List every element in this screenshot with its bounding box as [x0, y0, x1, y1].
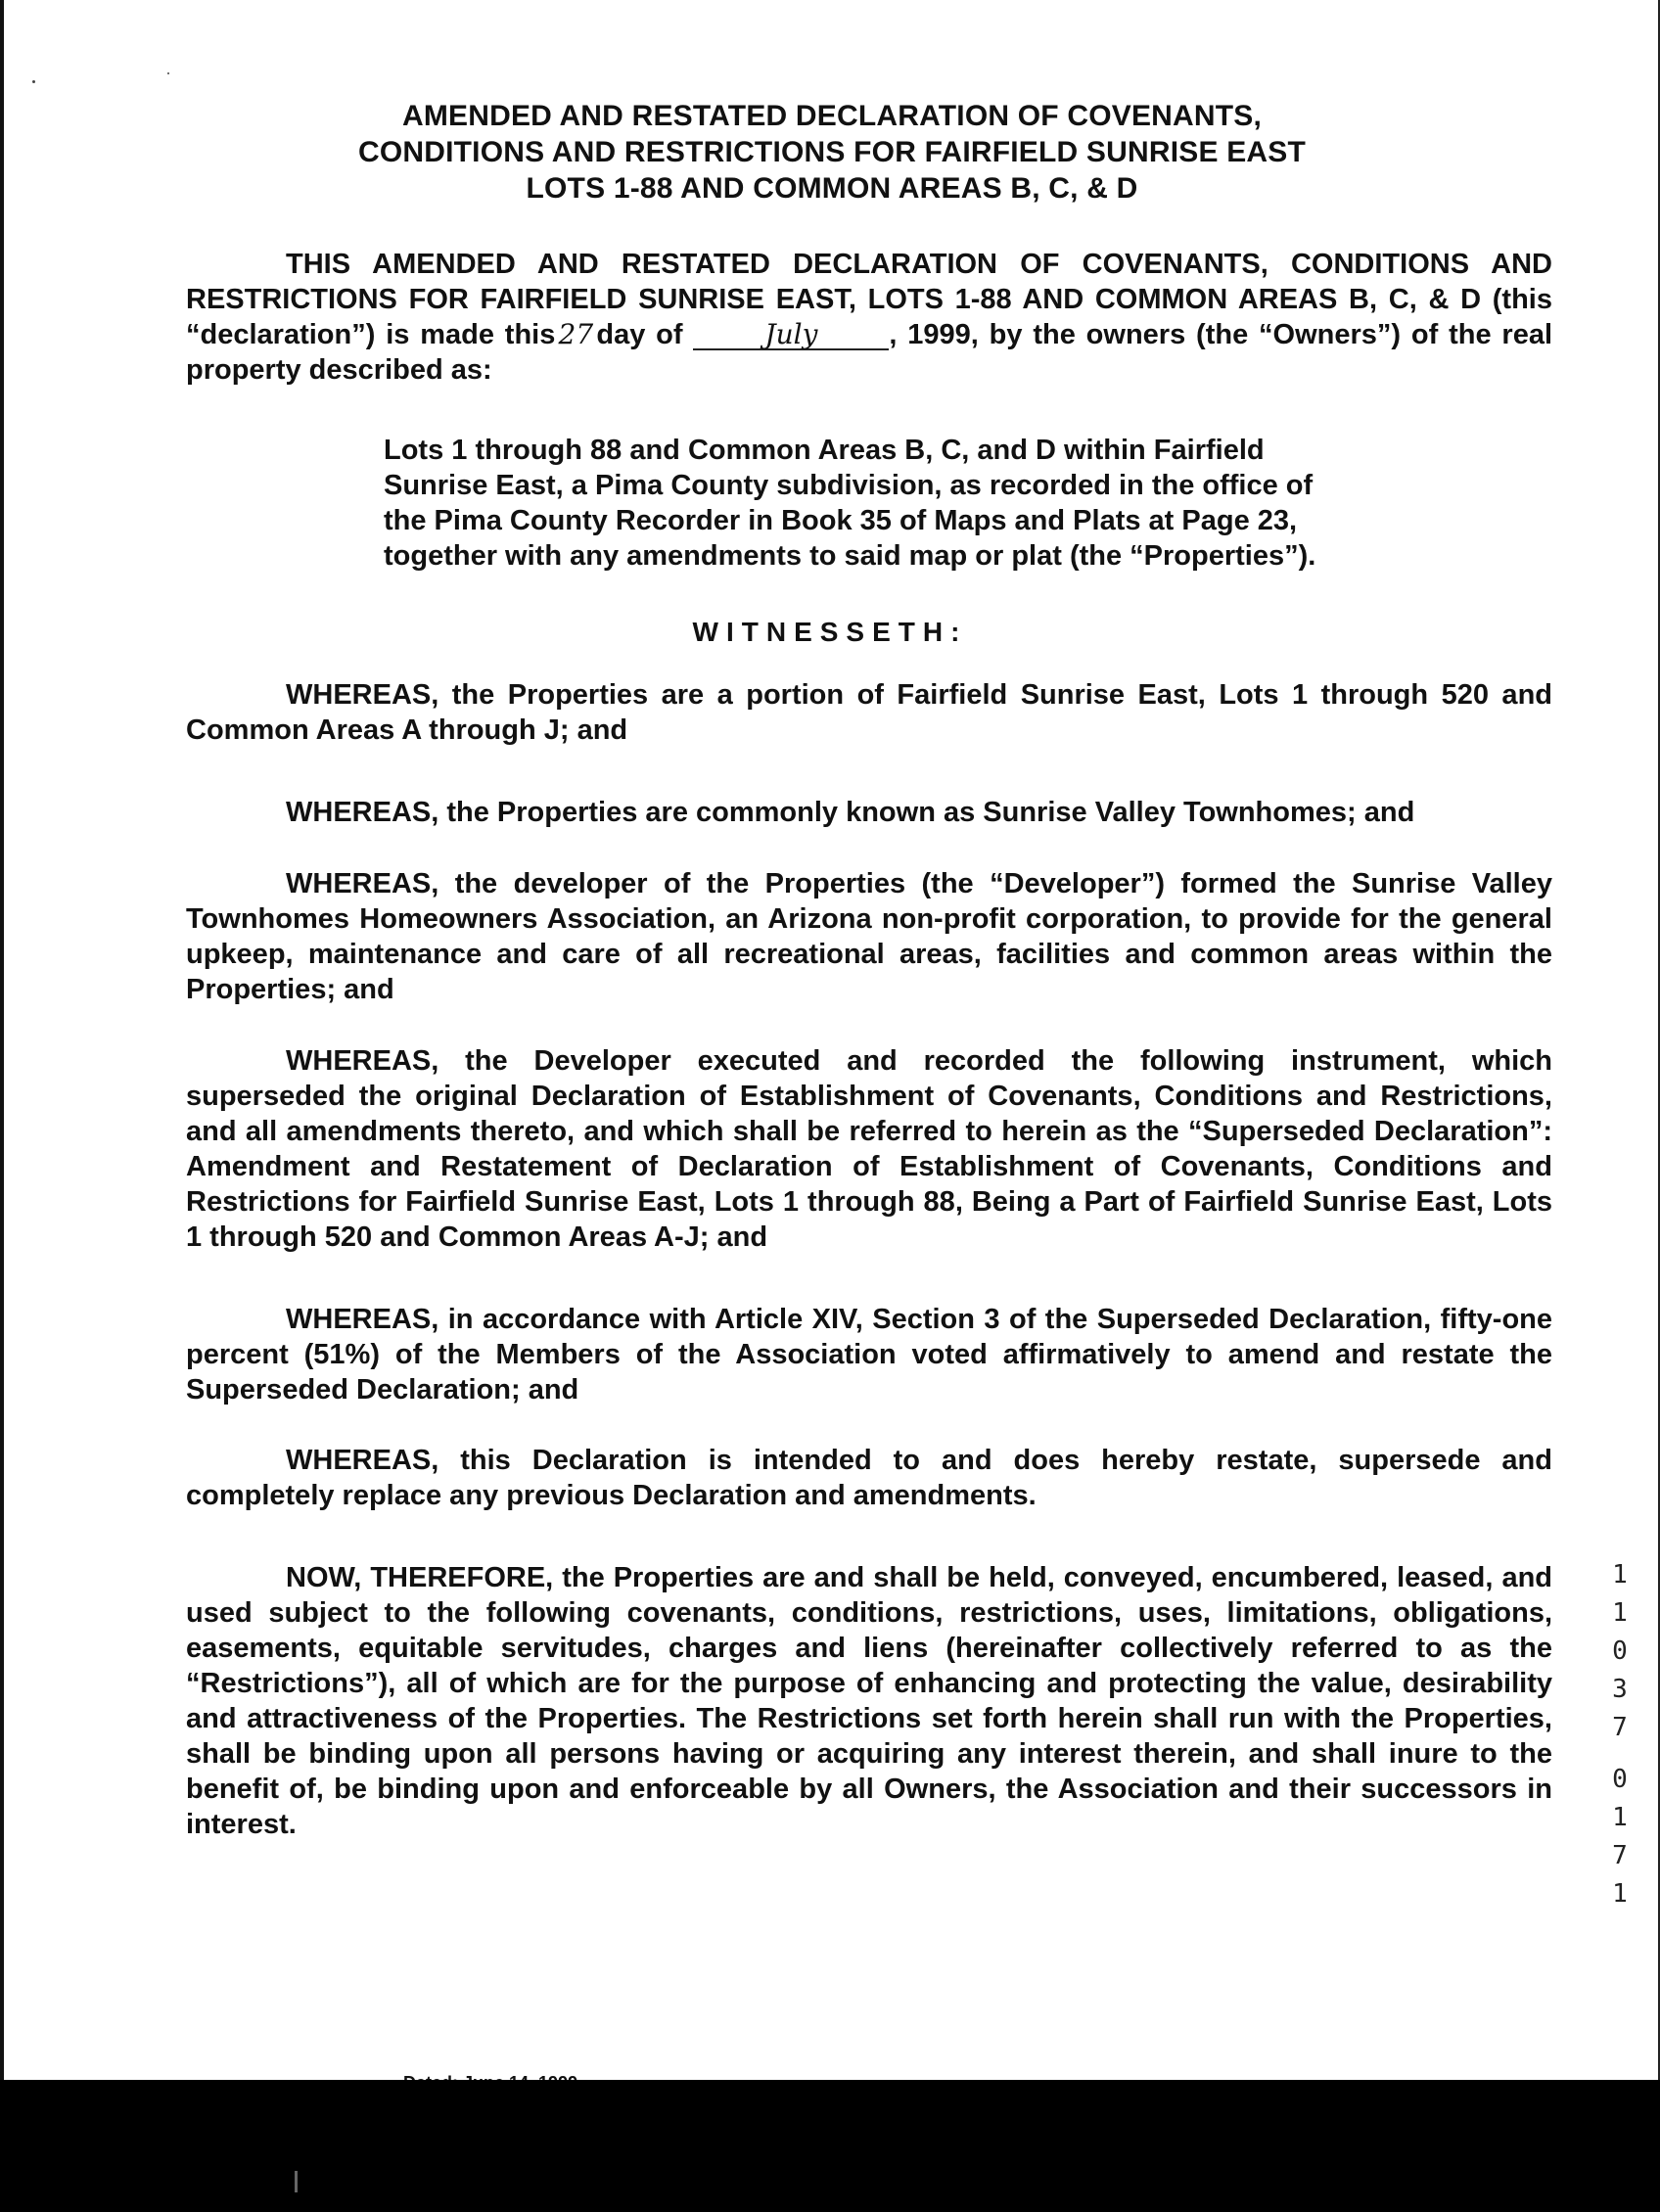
title-line-2: CONDITIONS AND RESTRICTIONS FOR FAIRFIELD SUNRISE EAST	[357, 136, 1307, 168]
intro-paragraph	[186, 247, 1552, 388]
recital-paragraph	[186, 1302, 1552, 1407]
recital-paragraph	[186, 1443, 1552, 1513]
recital-text: WHEREAS, the developer of the Properties (the “Developer”) formed the Sunrise Valley Townhomes Homeowners Association, an Arizona non-profit corporation, to provide for the general upkeep, maintenance and care of all recreational areas, facilities and common areas within the Properties; and	[186, 868, 1552, 1005]
intro-day-of: day of	[596, 319, 683, 350]
scan-artifact	[295, 2171, 298, 2192]
stamp-digit: 0	[1612, 1636, 1628, 1666]
now-therefore-text: NOW, THEREFORE, the Properties are and shall be held, conveyed, encumbered, leased, and used subject to the following covenants, conditions, restrictions, uses, limitations, obligations, easements, equitable servitudes, charges and liens (hereinafter collectively referred to as the “Restrictions”), all of which are for the purpose of enhancing and protecting the value, desirability and attractiveness of the Properties. The Restrictions set forth herein shall run with the Properties, shall be binding upon all persons having or acquiring any interest therein, and shall inure to the benefit of, be binding upon and enforceable by all Owners, the Association and their successors in interest.	[186, 1562, 1552, 1840]
recital-paragraph	[186, 1043, 1552, 1255]
witnesseth-heading: WITNESSETH:	[692, 617, 968, 647]
stamp-digit: 1	[1612, 1803, 1628, 1832]
legal-description: Lots 1 through 88 and Common Areas B, C, and D within Fairfield Sunrise East, a Pima County subdivision, as recorded in the office of the Pima County Recorder in Book 35 of Maps and Plats at Page 23, together with any amendments to said map or plat (the “Properties”).	[384, 435, 1316, 572]
handwritten-month: July	[693, 321, 889, 350]
stamp-digit: 7	[1612, 1841, 1628, 1870]
recital-text: WHEREAS, this Declaration is intended to and does hereby restate, supersede and completely replace any previous Declaration and amendments.	[186, 1445, 1552, 1511]
intro-text-end: , 1999, by the owners (the “Owners”) of the real property described as:	[186, 319, 1553, 386]
intro-text-start: THIS AMENDED AND RESTATED DECLARATION OF COVENANTS, CONDITIONS AND RESTRICTIONS FOR FAIRFIELD SUNRISE EAST, LOTS 1-88 AND COMMON AREAS B, C, & D (this “declaration”) is made this	[186, 249, 1552, 350]
handwritten-day: 27	[558, 318, 594, 350]
recital-text: WHEREAS, in accordance with Article XIV, Section 3 of the Superseded Declaration, fifty-one percent (51%) of the Members of the Association voted affirmatively to amend and restate the Superseded Declaration; and	[186, 1304, 1552, 1406]
document-title	[245, 98, 1419, 207]
stamp-digit: 1	[1612, 1560, 1628, 1590]
scan-speck	[32, 80, 35, 83]
stamp-digit: 7	[1612, 1713, 1628, 1742]
stamp-digit: 0	[1612, 1765, 1628, 1794]
recital-text: WHEREAS, the Properties are commonly known as Sunrise Valley Townhomes; and	[286, 797, 1415, 828]
recital-paragraph	[186, 866, 1552, 1007]
title-line-3: LOTS 1-88 AND COMMON AREAS B, C, & D	[526, 172, 1138, 205]
title-line-1: AMENDED AND RESTATED DECLARATION OF COVENANTS,	[401, 100, 1263, 132]
stamp-digit: 1	[1612, 1879, 1628, 1909]
recital-text: WHEREAS, the Developer executed and recorded the following instrument, which superseded the original Declaration of Establishment of Covenants, Conditions and Restrictions, and all amendments thereto, and which shall be referred to herein as the “Superseded Declaration”: Amendment and Restatement of Declaration of Establishment of Covenants, Conditions and Restrictions for Fairfield Sunrise East, Lots 1 through 88, Being a Part of Fairfield Sunrise East, Lots 1 through 520 and Common Areas A-J; and	[186, 1045, 1552, 1253]
scan-bottom-bar	[0, 2080, 1660, 2212]
recording-stamp	[1605, 1556, 1635, 1913]
scan-speck	[167, 72, 169, 74]
recital-paragraph	[186, 677, 1552, 748]
stamp-digit: 3	[1612, 1675, 1628, 1704]
recital-text: WHEREAS, the Properties are a portion of Fairfield Sunrise East, Lots 1 through 520 and Common Areas A through J; and	[186, 679, 1552, 746]
now-therefore-paragraph	[186, 1560, 1552, 1842]
recital-paragraph	[186, 795, 1552, 830]
scan-edge-left	[0, 0, 4, 2080]
stamp-digit: 1	[1612, 1598, 1628, 1628]
